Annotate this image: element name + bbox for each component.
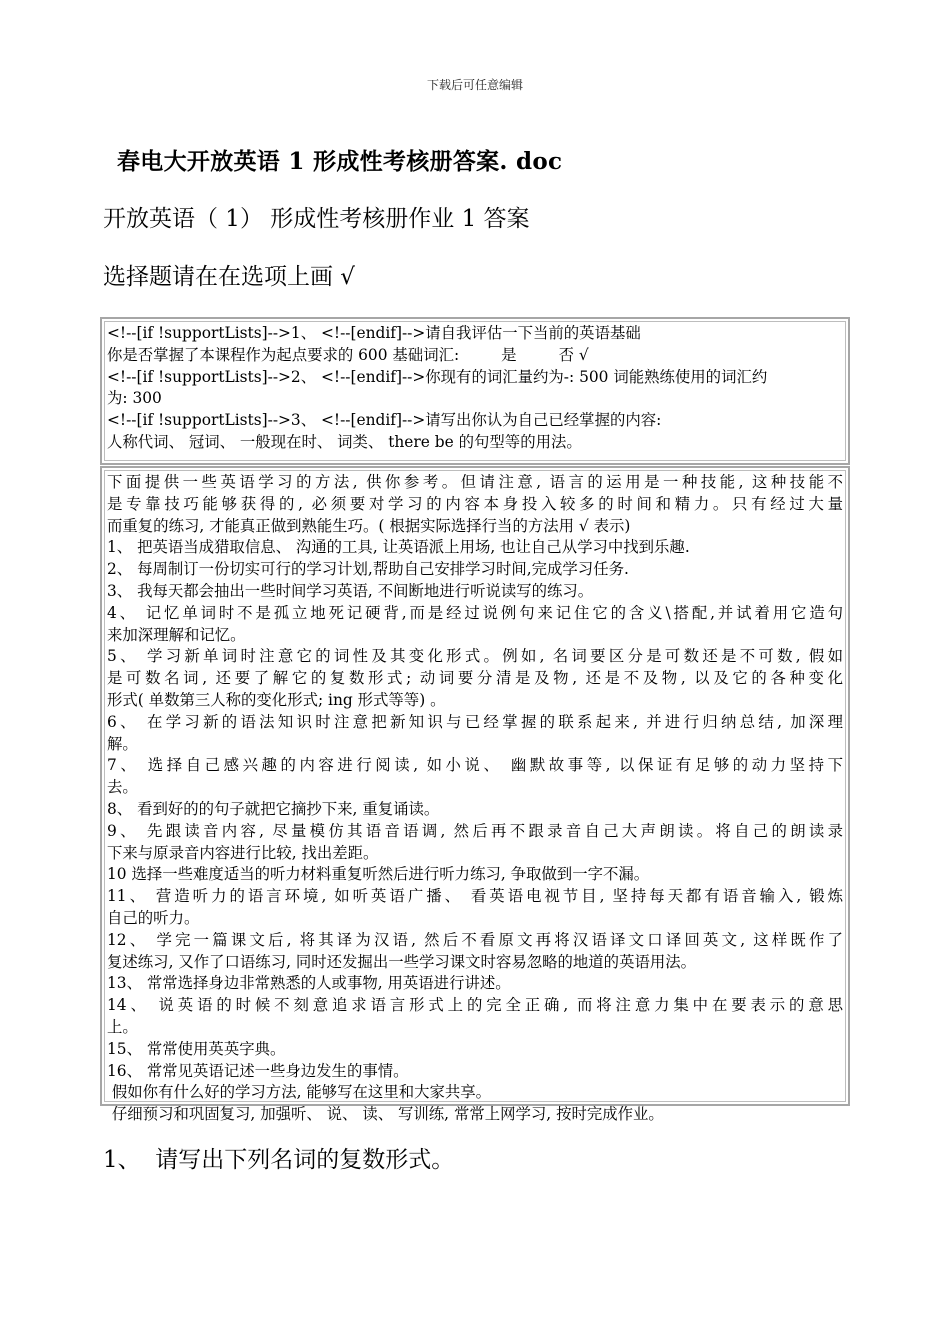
method-line: 复述练习, 又作了口语练习, 同时还发掘出一些学习课文时容易忽略的地道的英语用法。 (107, 952, 697, 971)
section-subtitle: 开放英语（ 1） 形成性考核册作业 1 答案 (103, 206, 530, 232)
method-line: 去。 (107, 778, 138, 797)
self-assessment-content (104, 321, 846, 461)
study-methods-box (100, 466, 850, 1124)
method-line: 下面提供一些英语学习的方法, 供你参考。但请注意, 语言的运用是一种技能, 这种技能不 (107, 473, 843, 491)
answer-yes: 是 (501, 345, 517, 364)
question-heading: 1、 请写出下列名词的复数形式。 (103, 1147, 455, 1173)
study-methods-content (104, 470, 846, 1124)
answer-no-checked: 否 √ (558, 345, 589, 364)
method-line: 2、 每周制订一份切实可行的学习计划,帮助自己安排学习时间,完成学习任务. (107, 560, 629, 579)
method-line: 15、 常常使用英英字典。 (107, 1039, 286, 1058)
method-line: 3、 我每天都会抽出一些时间学习英语, 不间断地进行听说读写的练习。 (107, 581, 594, 600)
method-line: 7、 选择自己感兴趣的内容进行阅读, 如小说、 幽默故事等, 以保证有足够的动力坚持下 (107, 756, 843, 775)
page-header: 下载后可任意编辑 (426, 78, 523, 92)
box-line: 为: 300 (107, 389, 162, 408)
vocab-question-line (107, 345, 843, 367)
method-line: 下来与原录音内容进行比较, 找出差距。 (107, 843, 379, 862)
method-line: 来加深理解和记忆。 (107, 625, 246, 644)
method-line: 11、 营造听力的语言环境, 如听英语广播、 看英语电视节目, 坚持每天都有语音输入, 锻炼 (107, 887, 843, 906)
method-line: 形式( 单数第三人称的变化形式; ing 形式等等) 。 (107, 690, 446, 709)
box-line: 人称代词、 冠词、 一般现在时、 词类、 there be 的句型等的用法。 (107, 432, 582, 451)
method-line: 9、 先跟读音内容, 尽量模仿其语音语调, 然后再不跟录音自己大声朗读。将自己的朗读录 (107, 821, 843, 840)
method-line: 解。 (107, 734, 138, 753)
method-line: 仔细预习和巩固复习, 加强听、 说、 读、 写训练, 常常上网学习, 按时完成作业。 (107, 1105, 664, 1124)
method-line: 是可数名词, 还要了解它的复数形式; 动词要分清是及物, 还是不及物, 以及它的各种变化 (107, 669, 843, 688)
method-line: 假如你有什么好的学习方法, 能够写在这里和大家共享。 (107, 1083, 492, 1102)
box-line: <!--[if !supportLists]-->2、 <!--[endif]-->你现有的词汇量约为-: 500 词能熟练使用的词汇约 (107, 367, 768, 386)
method-line: 上。 (107, 1017, 138, 1036)
box-line: 你是否掌握了本课程作为起点要求的 600 基础词汇: (107, 345, 460, 364)
method-line: 6、 在学习新的语法知识时注意把新知识与已经掌握的联系起来, 并进行归纳总结, 加深理 (107, 712, 843, 731)
self-assessment-box (100, 317, 850, 465)
box-line: <!--[if !supportLists]-->1、 <!--[endif]-->请自我评估一下当前的英语基础 (107, 324, 641, 342)
method-line: 16、 常常见英语记述一些身边发生的事情。 (107, 1061, 409, 1080)
method-line: 1、 把英语当成猎取信息、 沟通的工具, 让英语派上用场, 也让自己从学习中找到乐趣. (107, 538, 690, 557)
method-line: 12、 学完一篇课文后, 将其译为汉语, 然后不看原文再将汉语译文口译回英文, 这样既作了 (107, 930, 843, 949)
method-line: 4、 记忆单词时不是孤立地死记硬背,而是经过说例句来记住它的含义\搭配,并试着用它造句 (107, 603, 843, 622)
box-line: <!--[if !supportLists]-->3、 <!--[endif]-->请写出你认为自己已经掌握的内容: (107, 411, 662, 430)
method-line: 是专靠技巧能够获得的, 必须要对学习的内容本身投入较多的时间和精力。只有经过大量 (107, 494, 843, 513)
method-line: 5、 学习新单词时注意它的词性及其变化形式。例如, 名词要区分是可数还是不可数, 假如 (107, 647, 843, 666)
method-line: 10 选择一些难度适当的听力材料重复听然后进行听力练习, 争取做到一字不漏。 (107, 865, 650, 884)
document-title: 春电大开放英语 1 形成性考核册答案. doc (117, 148, 563, 175)
instruction-line: 选择题请在在选项上画 √ (103, 264, 355, 290)
method-line: 14、 说英语的时候不刻意追求语言形式上的完全正确, 而将注意力集中在要表示的意思 (107, 996, 843, 1015)
method-line: 自己的听力。 (107, 908, 200, 927)
method-line: 8、 看到好的的句子就把它摘抄下来, 重复诵读。 (107, 799, 440, 818)
method-line: 13、 常常选择身边非常熟悉的人或事物, 用英语进行讲述。 (107, 974, 511, 993)
method-line: 而重复的练习, 才能真正做到熟能生巧。( 根据实际选择行当的方法用 √ 表示) (107, 516, 631, 535)
